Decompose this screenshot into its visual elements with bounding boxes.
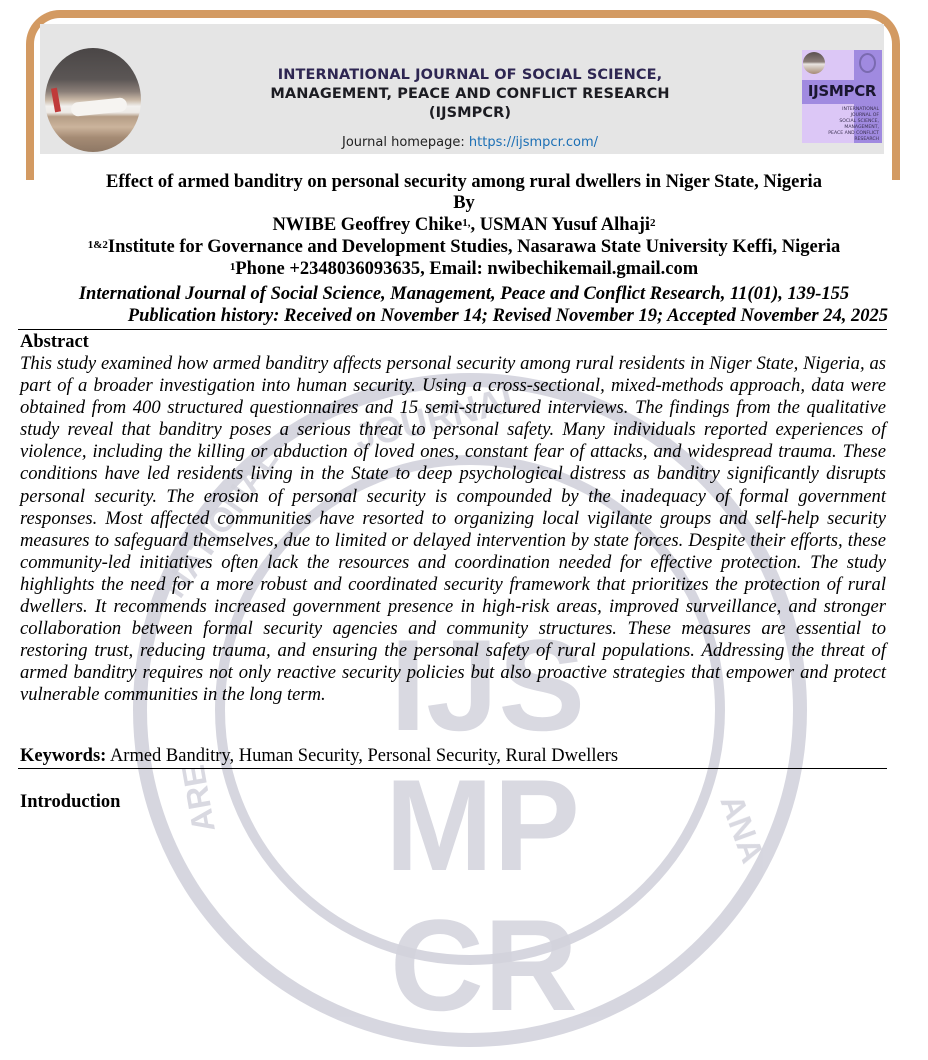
author-name: NWIBE Geoffrey Chike bbox=[272, 215, 463, 235]
cover-scroll bbox=[70, 97, 127, 117]
logo-subtitle-line: MANAGEMENT, bbox=[844, 125, 879, 130]
journal-cover-image bbox=[45, 48, 141, 152]
keywords-label: Keywords: bbox=[20, 746, 107, 766]
article-contact bbox=[0, 258, 928, 280]
logo-subtitle bbox=[803, 107, 879, 143]
journal-name-line1: INTERNATIONAL JOURNAL OF SOCIAL SCIENCE, bbox=[277, 67, 663, 83]
abstract-body: This study examined how armed banditry affects personal security among rural residents in Niger State, Nigeria, as part of a broader investigation into human security. Using a cross-sectional, mixed-methods approach, data were obtained from 400 structured questionnaires and 15 semi-structured interviews. The findings from the qualitative study reveal that banditry poses a serious threat to personal safety. Many individuals reported experiences of violence, including the killing or abduction of loved ones, constant fear of attacks, and widespread trauma. These conditions have led residents living in the State to deep psychological distress as banditry significantly disrupts personal security. The erosion of personal security is compounded by the inadequacy of formal government responses. Most affected communities have resorted to organizing local vigilante groups and self-help security measures to safeguard themselves, due to limited or delayed intervention by state forces. Despite their efforts, these community-led initiatives often lack the resources and coordination needed for effective protection. The study highlights the need for a more robust and coordinated security framework that prioritizes the protection of rural dwellers. It recommends increased government presence in high-risk areas, improved surveillance, and stronger collaboration between formal security agencies and community structures. These measures are essential to restoring trust, reducing trauma, and ensuring the personal safety of rural populations. Addressing the threat of armed banditry requires not only reactive security policies but also proactive strategies that empower and protect vulnerable communities in the long term. bbox=[20, 353, 886, 706]
contact-text: Phone +2348036093635, Email: nwibechikemail.gmail.com bbox=[235, 259, 699, 279]
abstract-divider bbox=[18, 768, 887, 769]
watermark-ring-letter: ARE bbox=[174, 762, 222, 836]
keywords bbox=[20, 745, 618, 767]
logo-seal-icon bbox=[859, 53, 876, 73]
watermark-ring-letter: NATIONAL bbox=[155, 440, 286, 605]
author-name: USMAN Yusuf Alhaji bbox=[479, 215, 651, 235]
article-citation: International Journal of Social Science, Management, Peace and Conflict Research, 11(01), 139-155 bbox=[78, 284, 850, 304]
author-affiliation-marker: 1, bbox=[462, 217, 471, 229]
logo-photo bbox=[803, 52, 825, 74]
homepage-link[interactable]: https://ijsmpcr.com/ bbox=[468, 135, 599, 150]
journal-name-line2: MANAGEMENT, PEACE AND CONFLICT RESEARCH bbox=[270, 86, 670, 102]
journal-logo bbox=[802, 50, 882, 143]
article-affiliation bbox=[0, 236, 928, 258]
article-title: Effect of armed banditry on personal security among rural dwellers in Niger State, Nigeria bbox=[106, 172, 822, 192]
watermark-center-cr: CR bbox=[390, 892, 578, 1038]
author-separator: , bbox=[470, 215, 480, 235]
logo-acronym: IJSMPCR bbox=[807, 82, 877, 100]
author-affiliation-marker: 2 bbox=[650, 217, 656, 229]
cover-ribbon bbox=[51, 88, 61, 113]
introduction-heading: Introduction bbox=[20, 792, 121, 812]
logo-subtitle-line: PEACE AND CONFLICT bbox=[828, 131, 879, 136]
watermark-center-ijs: IJS bbox=[390, 612, 586, 758]
journal-name bbox=[230, 66, 710, 123]
affiliation-marker: 1&2 bbox=[87, 239, 108, 251]
abstract-heading: Abstract bbox=[20, 332, 89, 352]
journal-homepage bbox=[230, 135, 710, 150]
logo-subtitle-line: SOCIAL SCIENCE, bbox=[839, 119, 879, 124]
homepage-label: Journal homepage: bbox=[341, 135, 465, 150]
header-divider bbox=[18, 329, 887, 330]
logo-subtitle-line: JOURNAL OF bbox=[850, 113, 879, 118]
logo-subtitle-line: INTERNATIONAL bbox=[842, 107, 879, 112]
keywords-value: Armed Banditry, Human Security, Personal Security, Rural Dwellers bbox=[109, 746, 619, 766]
journal-acronym: (IJSMPCR) bbox=[428, 105, 512, 121]
article-authors bbox=[0, 214, 928, 236]
contact-marker: 1 bbox=[229, 261, 236, 273]
article-by: By bbox=[453, 193, 475, 213]
affiliation-text: Institute for Governance and Development Studies, Nasarawa State University Keffi, Nigeria bbox=[107, 237, 841, 257]
watermark-ring-letter: ANA bbox=[713, 790, 771, 868]
watermark-ring-letter: JOURNAL bbox=[350, 375, 529, 458]
watermark-center-mp: MP bbox=[385, 752, 580, 898]
logo-subtitle-line: RESEARCH bbox=[854, 137, 879, 142]
publication-history: Publication history: Received on November 14; Revised November 19; Accepted November 24, 2025 bbox=[127, 306, 888, 326]
